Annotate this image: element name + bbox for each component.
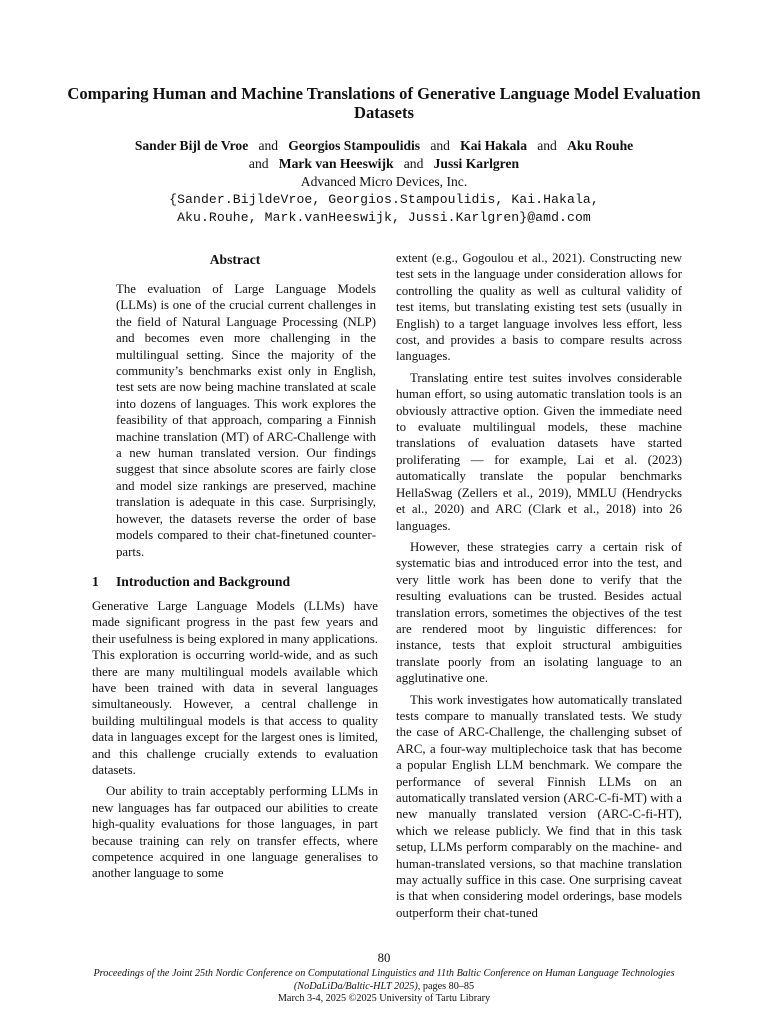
section-number: 1 — [92, 573, 99, 589]
proceedings-line: Proceedings of the Joint 25th Nordic Conference on Computational Linguistics and 11th Baltic Conference on Human Language Technologies — [93, 968, 675, 979]
email-line-1: {Sander.BijldeVroe, Georgios.Stampoulidis, Kai.Hakala, — [169, 192, 599, 207]
author-names-line-2 — [60, 155, 708, 173]
page-number: 80 — [377, 951, 391, 965]
author-name: Mark van Heeswijk — [278, 156, 394, 171]
author-separator: and — [248, 156, 269, 171]
author-name: Aku Rouhe — [567, 138, 634, 153]
author-name: Jussi Karlgren — [433, 156, 520, 171]
intro-paragraph-2: Our ability to train acceptably performing LLMs in new languages has far outpaced our abilities to create high-quality evaluations for those languages, in part because training can rely on transfer effects, where competence acquired in one language generalises to another language to some — [92, 784, 378, 881]
left-column — [92, 252, 378, 882]
section-title: Introduction and Background — [116, 573, 291, 589]
proceedings-venue-line — [40, 981, 728, 994]
abstract-text: The evaluation of Large Language Models (LLMs) is one of the crucial current challenges in the field of Natural Language Processing (NLP) and becomes even more challenging in the multilingual setting. Since the majority of the community’s benchmarks exist only in English, test sets are now being machine translated at scale into dozens of languages. This work explores the feasibility of that approach, comparing a Finnish machine translation (MT) of ARC-Challenge with a new human translated version. Our findings suggest that since absolute scores are fairly close and model size rankings are preserved, machine translation is adequate in this case. Surprisingly, however, the datasets reverse the order of base models compared to their chat-finetuned counterparts. — [116, 282, 376, 559]
author-block — [60, 137, 708, 227]
author-separator: and — [430, 138, 450, 153]
proceedings-venue: (NoDaLiDa/Baltic-HLT 2025) — [293, 980, 418, 992]
author-names-line-1 — [60, 137, 708, 155]
author-separator: and — [403, 156, 424, 171]
author-separator: and — [537, 138, 557, 153]
affiliation: Advanced Micro Devices, Inc. — [300, 174, 468, 189]
author-name: Kai Hakala — [460, 138, 528, 153]
author-separator: and — [258, 138, 279, 153]
author-name: Georgios Stampoulidis — [288, 138, 421, 153]
right-paragraph-4: This work investigates how automatically translated tests compare to manually translated tests. We study the case of ARC-Challenge, the challenging subset of ARC, a four-way multiplechoice task that has become a popular English LLM benchmark. We compare the performance of several Finnish LLMs on an automatically translated version (ARC-C-fi-MT) with a new manually translated version (ARC-C-fi-HT), which we release publicly. We find that in this task setup, LLMs perform comparably on the machine- and human-translated versions, so that machine translation may actually suffice in this case. One surprising caveat is that when considering model orderings, base models outperform their chat-tuned — [396, 692, 682, 920]
right-paragraph-3: However, these strategies carry a certain risk of systematic bias and introduced error into the test, and very little work has been done to verify that the resulting evaluations can be trusted. Besides actual translation errors, sometimes the objectives of the test are rendered moot by linguistic differences: for instance, tests that exploit structural ambiguities translate poorly from an isolating language to an agglutinative one. — [396, 539, 682, 686]
email-line-2: Aku.Rouhe, Mark.vanHeeswijk, Jussi.Karlgren}@amd.com — [177, 210, 591, 225]
conference-date: March 3-4, 2025 ©2025 University of Tartu Library — [277, 993, 491, 1005]
abstract-heading: Abstract — [209, 252, 261, 267]
paper-title: Comparing Human and Machine Translations of Generative Language Model Evaluation Datasets — [67, 84, 701, 122]
right-paragraph-2: Translating entire test suites involves considerable human effort, so using automatic translation tools is an obviously attractive option. Given the immediate need to evaluate multilingual models, these machine translations of evaluation datasets have started proliferating — for example, Lai et al. (2023) automatically translate the popular benchmarks HellaSwag (Zellers et al., 2019), MMLU (Hendrycks et al., 2020) and ARC (Clark et al., 2018) into 26 languages. — [396, 370, 682, 533]
page-footer — [40, 950, 728, 1006]
section-heading — [92, 574, 378, 590]
proceedings-pages: , pages 80–85 — [417, 980, 475, 992]
right-paragraph-1: extent (e.g., Gogoulou et al., 2021). Constructing new test sets in the language under consideration allows for controlling the quality as well as cultural validity of test items, but translating existing test sets (usually in English) to a target language involves less effort, less cost, and provides a basis to compare results across languages. — [396, 251, 682, 364]
author-name: Sander Bijl de Vroe — [134, 138, 249, 153]
intro-paragraph-1: Generative Large Language Models (LLMs) have made significant progress in the past few years and their usefulness is being explored in many applications. This exploration is occurring world-wide, and as such there are many multilingual models available which have been trained with data in several languages simultaneously. However, a central challenge in building multilingual models is that access to quality data in languages except for the largest ones is limited, and this challenge crucially extends to evaluation datasets. — [92, 598, 378, 777]
right-column — [396, 250, 682, 921]
